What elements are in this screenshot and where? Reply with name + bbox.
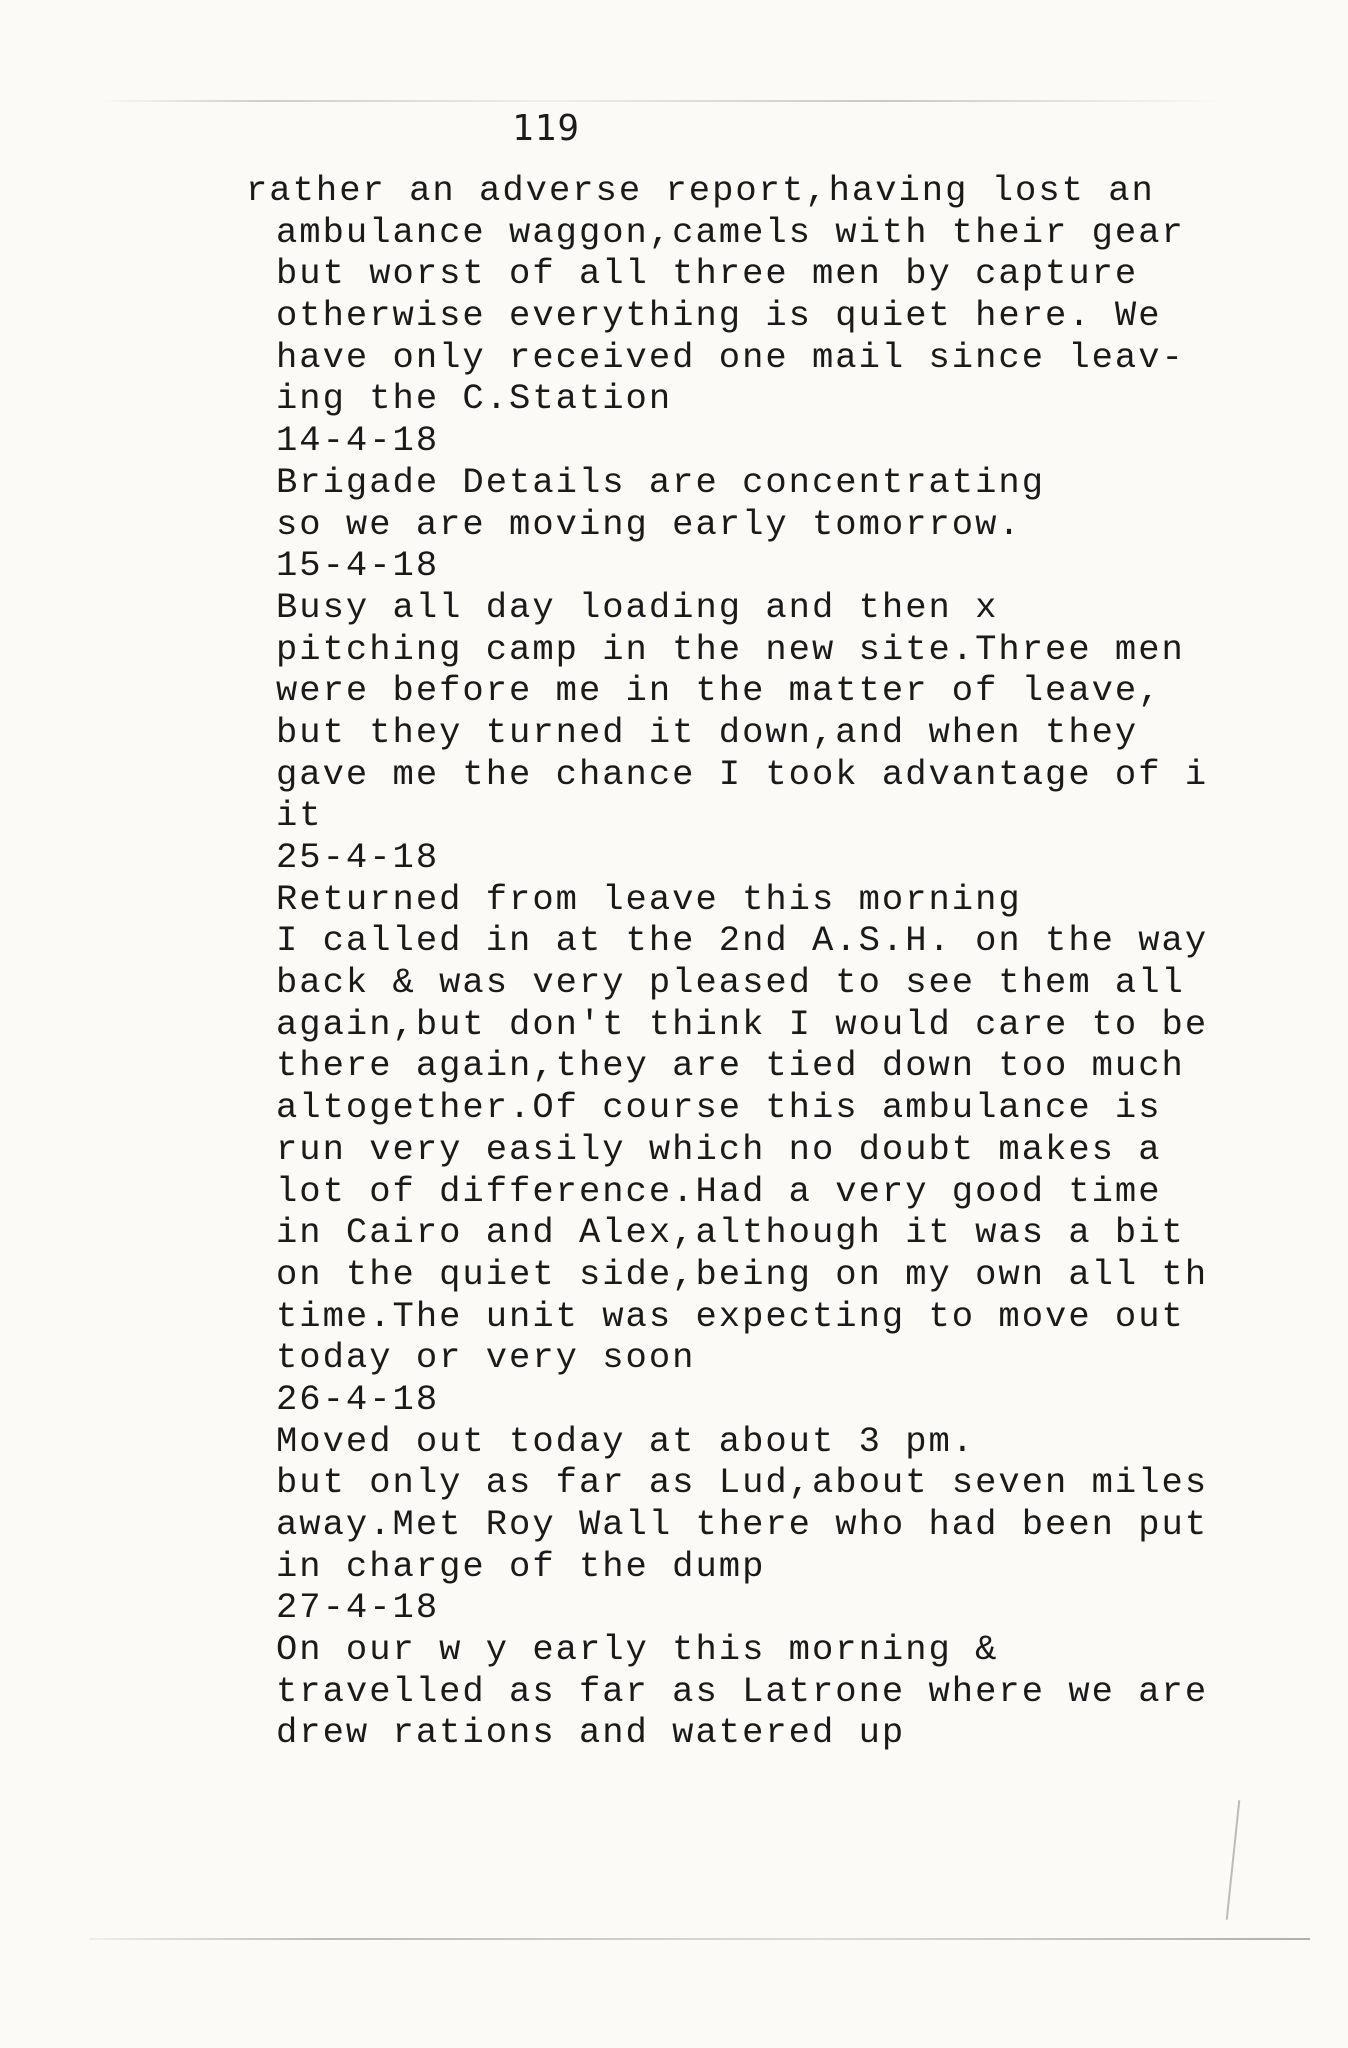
text-line: altogether.Of course this ambulance is <box>276 1087 1162 1129</box>
text-line: rather an adverse report,having lost an <box>246 170 1155 211</box>
text-line: Moved out today at about 3 pm. <box>276 1420 976 1462</box>
text-line: run very easily which no doubt makes a <box>276 1128 1162 1170</box>
diary-date: 25-4-18 <box>276 837 440 878</box>
text-line: Busy all day loading and then x <box>276 586 999 628</box>
text-line: but worst of all three men by capture <box>276 253 1139 295</box>
scan-rule-top <box>95 100 1225 102</box>
scan-rule-bottom <box>90 1938 1310 1940</box>
text-line: on the quiet side,being on my own all th <box>276 1253 1209 1295</box>
text-line: lot of difference.Had a very good time <box>276 1170 1162 1212</box>
text-line: I called in at the 2nd A.S.H. on the way <box>276 920 1209 962</box>
text-line: in Cairo and Alex,although it was a bit <box>276 1212 1185 1254</box>
text-line: again,but don't think I would care to be <box>276 1003 1209 1045</box>
page-number: 119 <box>512 108 581 149</box>
text-line: On our w y early this morning & <box>276 1629 999 1671</box>
text-line: drew rations and watered up <box>276 1712 906 1754</box>
text-line: it <box>276 795 323 837</box>
text-line: so we are moving early tomorrow. <box>276 503 1022 545</box>
scan-edge-mark <box>1226 1800 1241 1920</box>
text-line: ing the C.Station <box>276 378 673 420</box>
text-line: Returned from leave this morning <box>276 878 1022 920</box>
typed-diary-text <box>246 170 1260 1754</box>
text-line: otherwise everything is quiet here. We <box>276 295 1162 337</box>
text-line: gave me the chance I took advantage of i <box>276 753 1209 795</box>
text-line: today or very soon <box>276 1337 696 1379</box>
text-line: time.The unit was expecting to move out <box>276 1295 1185 1337</box>
text-line: Brigade Details are concentrating <box>276 461 1046 503</box>
text-line: travelled as far as Latrone where we are <box>276 1670 1209 1712</box>
diary-date: 15-4-18 <box>276 545 440 587</box>
text-line: but they turned it down,and when they <box>276 711 1139 753</box>
text-line: ambulance waggon,camels with their gear <box>276 211 1185 253</box>
diary-date: 27-4-18 <box>276 1587 440 1629</box>
text-line: there again,they are tied down too much <box>276 1045 1185 1087</box>
text-line: were before me in the matter of leave, <box>276 670 1162 712</box>
text-line: away.Met Roy Wall there who had been put <box>276 1504 1209 1545</box>
diary-date: 26-4-18 <box>276 1378 440 1420</box>
text-line: but only as far as Lud,about seven miles <box>276 1462 1209 1504</box>
text-line: have only received one mail since leav- <box>276 336 1185 378</box>
diary-date: 14-4-18 <box>276 420 440 462</box>
text-line: pitching camp in the new site.Three men <box>276 628 1185 670</box>
text-line: in charge of the dump <box>276 1545 766 1587</box>
text-line: back & was very pleased to see them all <box>276 962 1185 1004</box>
